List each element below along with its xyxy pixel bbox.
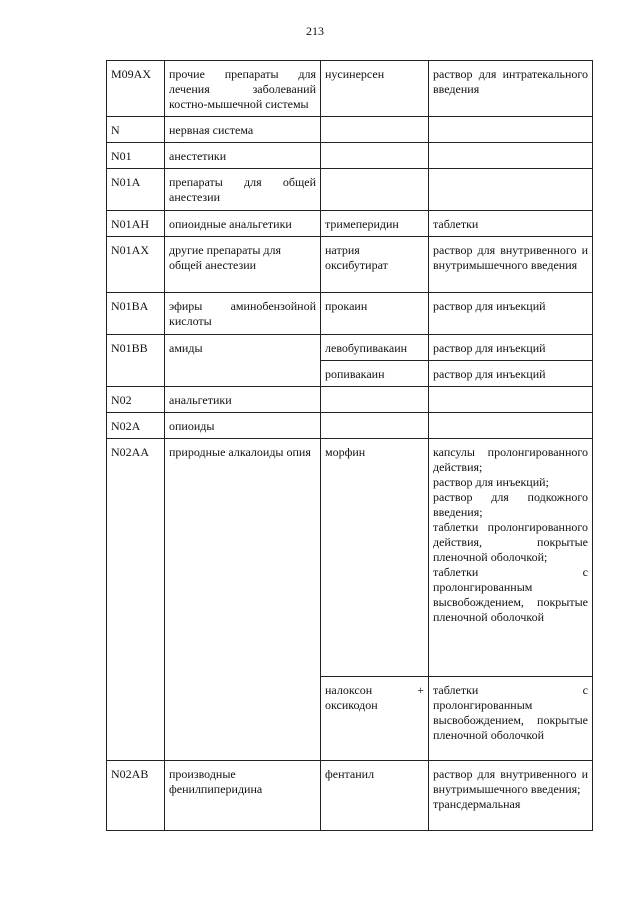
dosage-form: таблетки с пролонгированным высвобождением, покрытые пленочной оболочкой [429, 677, 593, 761]
dosage-form: таблетки [429, 211, 593, 237]
atc-code: N01 [107, 143, 165, 169]
table-row [107, 61, 593, 117]
dosage-form [429, 143, 593, 169]
group-name: анальгетики [165, 387, 321, 413]
drug-name: ропивакаин [321, 361, 429, 387]
dosage-form [429, 413, 593, 439]
group-name: препараты для общей анестезии [165, 169, 321, 211]
dosage-form: раствор для инъекций [429, 293, 593, 335]
group-name: опиоидные анальгетики [165, 211, 321, 237]
dosage-form-item: капсулы пролонгированного действия; [433, 445, 588, 474]
atc-code: N01AH [107, 211, 165, 237]
group-name: другие препараты для общей анестезии [165, 237, 321, 293]
dosage-form: раствор для инъекций [429, 335, 593, 361]
table-row [107, 211, 593, 237]
drug-name [321, 677, 429, 761]
dosage-form-item: трансдермальная [433, 797, 521, 811]
group-name: опиоиды [165, 413, 321, 439]
table-row [107, 237, 593, 293]
drug-name [321, 117, 429, 143]
drug-name [321, 413, 429, 439]
drug-name: морфин [321, 439, 429, 677]
dosage-form [429, 761, 593, 831]
atc-code: N02AA [107, 439, 165, 761]
dosage-form: раствор для интратекального введения [429, 61, 593, 117]
atc-code: N02 [107, 387, 165, 413]
dosage-form-item: раствор для внутривенного и внутримышечного введения; [433, 767, 588, 796]
drug-name [321, 169, 429, 211]
table-row [107, 439, 593, 677]
drug-name [321, 143, 429, 169]
atc-code: N01BB [107, 335, 165, 387]
atc-code: N01A [107, 169, 165, 211]
table-row [107, 169, 593, 211]
table-row [107, 413, 593, 439]
atc-code: N02AB [107, 761, 165, 831]
table-row [107, 335, 593, 361]
plus-sign: + [417, 683, 424, 697]
drug-name: левобупивакаин [321, 335, 429, 361]
table-row [107, 293, 593, 335]
drug-name [321, 387, 429, 413]
group-name: амиды [165, 335, 321, 387]
drug-name: прокаин [321, 293, 429, 335]
page-number: 213 [306, 24, 324, 38]
group-name: эфиры аминобензойной кислоты [165, 293, 321, 335]
table-row [107, 143, 593, 169]
drug-name: нусинерсен [321, 61, 429, 117]
dosage-form-item: раствор для подкожного введения; [433, 490, 588, 519]
drug-name: тримеперидин [321, 211, 429, 237]
table-row [107, 117, 593, 143]
drug-name-part: оксикодон [325, 698, 378, 712]
atc-code: N02A [107, 413, 165, 439]
table-row [107, 387, 593, 413]
dosage-form-item: раствор для инъекций; [433, 475, 549, 489]
table-row [107, 761, 593, 831]
group-name: анестетики [165, 143, 321, 169]
drug-table [106, 60, 593, 831]
group-name: прочие препараты для лечения заболеваний костно-мышечной системы [165, 61, 321, 117]
dosage-form: раствор для внутривенного и внутримышечного введения [429, 237, 593, 293]
group-name: природные алкалоиды опия [165, 439, 321, 761]
dosage-form [429, 117, 593, 143]
atc-code: N01AX [107, 237, 165, 293]
drug-name-part: налоксон [325, 683, 373, 697]
dosage-form [429, 439, 593, 677]
dosage-form-item: таблетки с пролонгированным высвобождением, покрытые пленочной оболочкой [433, 565, 588, 624]
dosage-form [429, 169, 593, 211]
atc-code: N01BA [107, 293, 165, 335]
dosage-form-item: таблетки пролонгированного действия, покрытые пленочной оболочкой; [433, 520, 588, 564]
drug-name: натрия оксибутират [321, 237, 429, 293]
atc-code: N [107, 117, 165, 143]
drug-name: фентанил [321, 761, 429, 831]
group-name: производные фенилпиперидина [165, 761, 321, 831]
atc-code: M09AX [107, 61, 165, 117]
dosage-form [429, 387, 593, 413]
dosage-form: раствор для инъекций [429, 361, 593, 387]
group-name: нервная система [165, 117, 321, 143]
